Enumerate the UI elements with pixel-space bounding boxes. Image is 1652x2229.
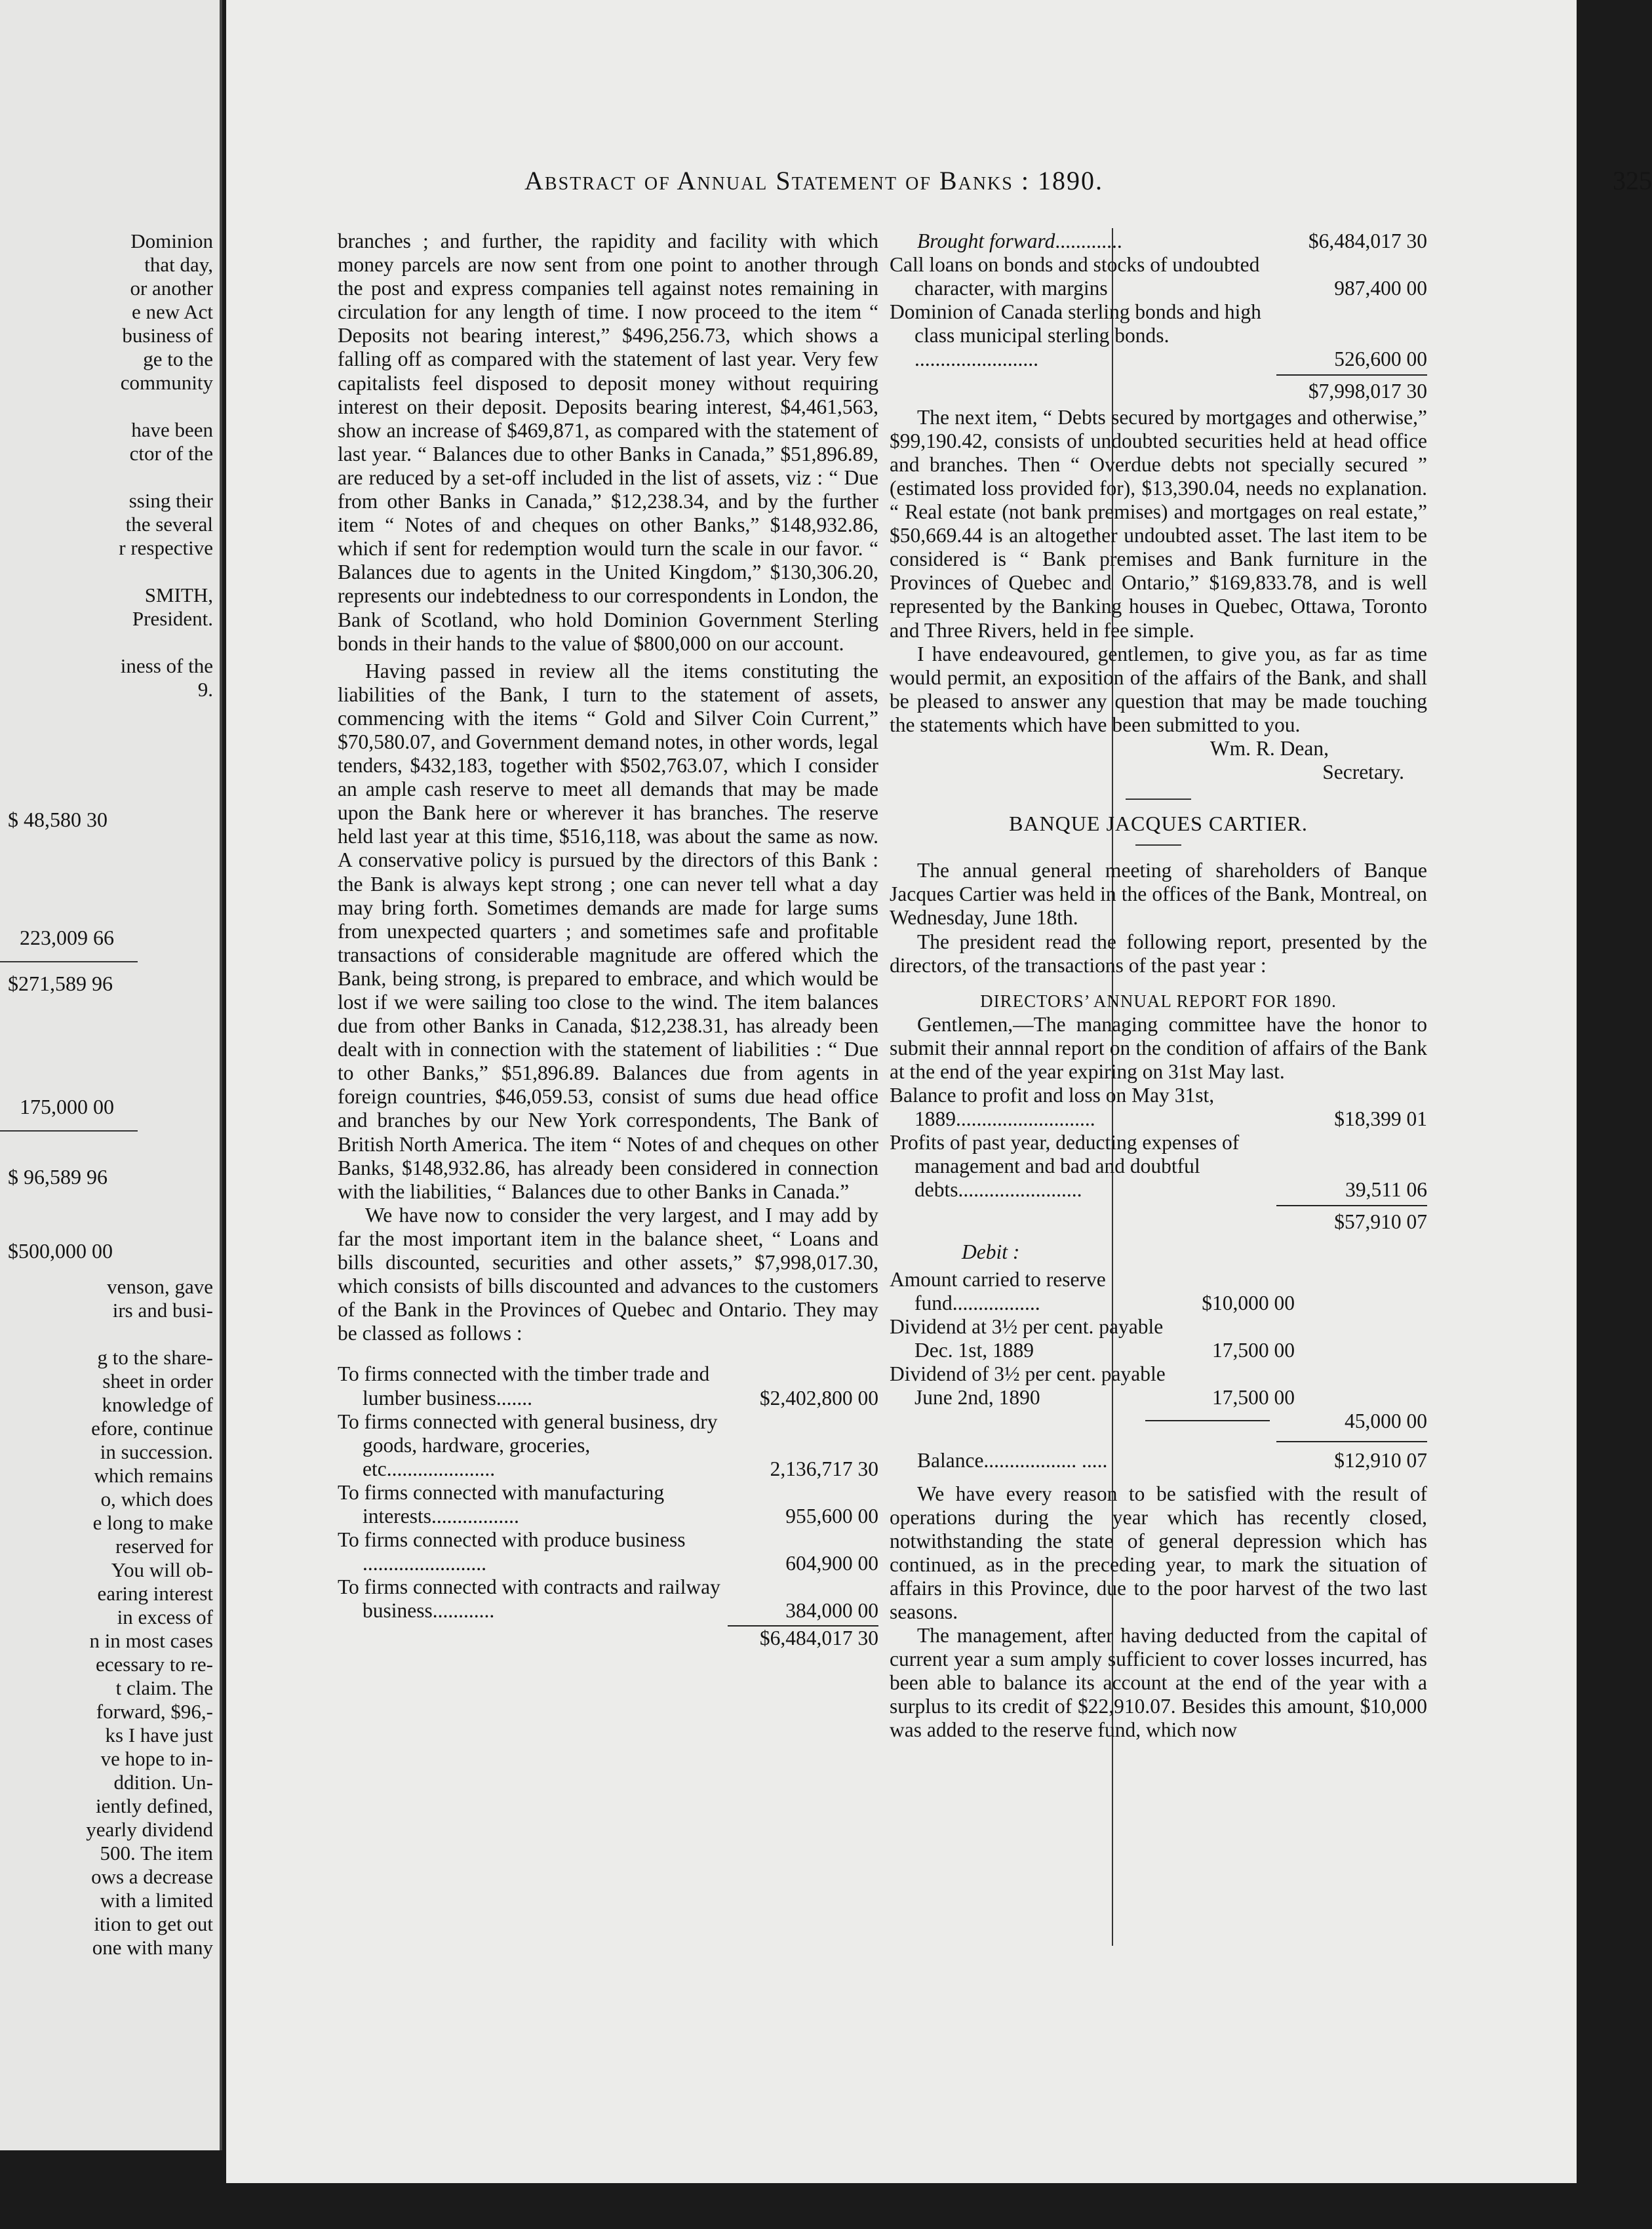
- left-column: [338, 229, 878, 1651]
- previous-page-line: 9.: [197, 678, 213, 701]
- previous-page-line: e long to make: [92, 1511, 213, 1534]
- previous-page-line: ge to the: [143, 347, 213, 370]
- previous-page-line: SMITH,: [144, 583, 213, 606]
- previous-page-line: or another: [130, 277, 213, 300]
- brought-forward-label: Brought forward: [917, 229, 1055, 252]
- document-page: [226, 0, 1652, 2183]
- sterling-desc: Dominion of Canada sterling bonds and high class municipal sterling bonds. ........................: [890, 300, 1261, 371]
- previous-page-line: ssing their: [128, 489, 213, 512]
- paragraph: Having passed in review all the items constituting the liabilities of the Bank, I turn to the statement of assets, commencing with the items “ Gold and Silver Coin Current,” $70,580.07, and Government demand notes, in other words, legal tenders, $432,183, together with $502,763.07, which I consider an ample cash reserve to meet all demands that may be made upon the Bank here or wherever it has branches. The reserve held last year at this time, $516,118, was about the same as now. A conservative policy is pursued by the directors of this Bank : the Bank is always kept strong ; one can never tell what a day may bring forth. Sometimes demands are made for large sums from unexpected quarters ; and sometimes safe and profitable transactions of considerable magnitude are offered which the Bank, being strong, is prepared to embrace, and which would be lost if we were sailing too close to the wind. The item balances due from other Banks in Canada, $12,238.31, has already been dealt with in connection with the statement of liabilities : “ Due to other Banks,” $51,896.89. Balances due from agents in foreign countries, $46,059.53, consist of sums due head office and branches by our New York correspondents, The Bank of British North America. The item “ Notes of and cheques on other Banks, $148,932.86, has already been considered in connection with the liabilities, “ Balances due to other Banks in Canada.”: [338, 659, 878, 1203]
- brought-forward-dots: .............: [1055, 229, 1122, 252]
- ledger-total: $6,484,017 30: [759, 1627, 878, 1650]
- debit-row: [890, 1268, 1427, 1315]
- ledger-row: [338, 1528, 878, 1575]
- page-number: 325: [1613, 166, 1652, 195]
- previous-page-line: which remains: [94, 1464, 213, 1487]
- ledger-amount: 955,600 00: [785, 1504, 878, 1528]
- paragraph: We have now to consider the very largest, and I may add by far the most important item in the balance sheet, “ Loans and bills discounted, securities and other assets,” $7,998,017.30, which consists of bills discounted and advances to the customers of the Bank in the Provinces of Quebec and Ontario. They may be classed as follows :: [338, 1203, 878, 1345]
- debit-rule: [1145, 1420, 1270, 1421]
- balance-row: [890, 1084, 1427, 1131]
- debit-label: Debit :: [962, 1240, 1020, 1263]
- sterling-row: [890, 300, 1427, 371]
- previous-page-line: iently defined,: [95, 1794, 213, 1817]
- ledger-row: [338, 1481, 878, 1528]
- previous-page-line: sheet in order: [102, 1370, 213, 1392]
- profits-total: $57,910 07: [1334, 1210, 1427, 1233]
- previous-page-rule: [0, 961, 138, 962]
- paragraph: The next item, “ Debts secured by mortgages and otherwise,” $99,190.42, consists of undoubted securities held at head office and branches. Then “ Overdue debts not specially secured ” (estimated loss provided for), $13,390.04, needs no explanation. “ Real estate (not bank premises) and mortgages on real estate,” $50,669.44 is an altogether undoubted asset. The last item to be considered is “ Bank premises and Bank furniture in the Provinces of Quebec and Ontario,” $169,833.78, and is well represented by the Banking houses in Quebec, Ottawa, Toronto and Three Rivers, held in fee simple.: [890, 405, 1427, 642]
- debit-total: 45,000 00: [1345, 1410, 1427, 1433]
- debit-amount: 17,500 00: [1212, 1339, 1295, 1362]
- final-balance-label: Balance.................. .....: [917, 1449, 1108, 1472]
- previous-page-line: e new Act: [132, 300, 213, 323]
- previous-page-line: that day,: [144, 253, 213, 276]
- paragraph: I have endeavoured, gentlemen, to give you, as far as time would permit, an exposition of the affairs of the Bank, and shall be pleased to answer any question that may be made touching the statements which have been submitted to you.: [890, 642, 1427, 736]
- signature: Wm. R. Dean,: [1210, 736, 1329, 760]
- ledger-rows: [338, 1362, 878, 1623]
- debit-desc: Dividend of 3½ per cent. payable June 2nd, 1890: [890, 1362, 1166, 1410]
- ledger-row: [338, 1410, 878, 1481]
- paragraph: The annual general meeting of shareholders of Banque Jacques Cartier was held in the offices of the Bank, Montreal, on Wednesday, June 18th.: [890, 859, 1427, 930]
- previous-page-line: yearly dividend: [86, 1818, 213, 1841]
- previous-page-line: with a limited: [100, 1889, 213, 1912]
- previous-page-line: in excess of: [117, 1606, 213, 1628]
- previous-page-line: President.: [132, 607, 213, 630]
- previous-page-line: ks I have just: [105, 1724, 213, 1746]
- subtotal-rule: [1276, 374, 1427, 376]
- debit-desc: Dividend at 3½ per cent. payable Dec. 1st, 1889: [890, 1314, 1164, 1362]
- ledger-desc: To firms connected with produce business ........................: [338, 1528, 686, 1575]
- section-rule: [1126, 799, 1191, 800]
- ledger-amount: 604,900 00: [785, 1552, 878, 1575]
- final-balance-row: [890, 1449, 1427, 1472]
- ledger-amount: 2,136,717 30: [770, 1457, 878, 1480]
- previous-page-line: o, which does: [100, 1488, 213, 1510]
- ledger-desc: To firms connected with general business, dry goods, hardware, groceries, etc.....................: [338, 1410, 718, 1480]
- balance-amount: $18,399 01: [1334, 1107, 1427, 1131]
- previous-page-line: in succession.: [100, 1440, 213, 1463]
- debit-row: [890, 1362, 1427, 1410]
- previous-page-line: the several: [125, 513, 213, 536]
- ledger-desc: To firms connected with the timber trade and lumber business.......: [338, 1362, 710, 1410]
- previous-page-line: r respective: [119, 536, 213, 559]
- previous-page-line: venson, gave: [107, 1275, 213, 1298]
- section-title: BANQUE JACQUES CARTIER.: [1009, 812, 1308, 836]
- paragraph: Gentlemen,—The managing committee have the honor to submit their annnal report on the condition of affairs of the Bank at the end of the year expiring on 31st May last.: [890, 1012, 1427, 1083]
- previous-page-line: You will ob-: [111, 1558, 213, 1581]
- ledger-amount: $2,402,800 00: [759, 1386, 878, 1410]
- previous-page-line: Dominion: [130, 229, 213, 252]
- profits-total-row: [890, 1210, 1427, 1234]
- previous-page-line: ve hope to in-: [100, 1747, 213, 1770]
- previous-page-line: have been: [131, 418, 213, 441]
- paragraph: The president read the following report, presented by the directors, of the transactions of the past year :: [890, 930, 1427, 977]
- header-title: Abstract of Annual Statement of Banks : 1890.: [524, 166, 1103, 195]
- call-loans-amount: 987,400 00: [1334, 277, 1427, 300]
- previous-page-line: ows a decrease: [91, 1865, 213, 1888]
- report-heading: DIRECTORS’ ANNUAL REPORT FOR 1890.: [980, 991, 1337, 1011]
- previous-page-line: ddition. Un-: [113, 1771, 213, 1794]
- brought-forward-row: [890, 229, 1427, 253]
- previous-page-amount: 175,000 00: [20, 1095, 114, 1118]
- previous-page-amount: $271,589 96: [8, 972, 113, 995]
- debit-amount: 17,500 00: [1212, 1386, 1295, 1410]
- ledger-row: [338, 1575, 878, 1623]
- previous-page-line: 500. The item: [100, 1842, 213, 1864]
- subtotal-row: [890, 380, 1427, 403]
- call-loans-row: [890, 253, 1427, 300]
- ledger-desc: To firms connected with contracts and railway business............: [338, 1575, 720, 1623]
- ledger-amount: 384,000 00: [785, 1599, 878, 1623]
- previous-page-rule: [0, 1130, 138, 1132]
- balance-desc: Balance to profit and loss on May 31st, 1889...........................: [890, 1084, 1215, 1131]
- previous-page-line: ition to get out: [94, 1912, 213, 1935]
- debit-row: [890, 1315, 1427, 1362]
- previous-page-line: g to the share-: [97, 1346, 213, 1369]
- ledger-total-row: [338, 1627, 878, 1650]
- previous-page-line: ecessary to re-: [95, 1653, 213, 1676]
- previous-page-line: earing interest: [97, 1582, 213, 1605]
- previous-page-amount: 223,009 66: [20, 926, 114, 949]
- previous-page-line: knowledge of: [102, 1393, 213, 1416]
- right-column: [890, 229, 1427, 1743]
- ledger-row: [338, 1362, 878, 1410]
- previous-page-line: reserved for: [115, 1535, 213, 1558]
- profits-amount: 39,511 06: [1345, 1178, 1427, 1202]
- loans-ledger: [338, 1362, 878, 1650]
- previous-page-line: iness of the: [120, 654, 213, 677]
- previous-page-amount: $ 96,589 96: [8, 1165, 108, 1189]
- previous-page-line: irs and busi-: [112, 1299, 213, 1322]
- previous-page-amount: $ 48,580 30: [8, 808, 108, 831]
- ledger-desc: To firms connected with manufacturing interests.................: [338, 1480, 665, 1528]
- paragraph: branches ; and further, the rapidity and facility with which money parcels are now sent from one point to another through the post and express companies tell against notes remaining in circulation for any length of time. I now proceed to the item “ Deposits not bearing interest,” $496,256.73, which shows a falling off as compared with the statement of last year. Very few capitalists feel disposed to deposit money without requiring interest on their deposit. Deposits bearing interest, $4,461,563, show an increase of $469,871, as compared with the statement of last year. “ Balances due to other Banks in Canada,” $51,896.89, are reduced by a set-off included in the list of assets, viz : “ Due from other Banks in Canada,” $12,238.34, and by the further item “ Notes of and cheques on other Banks,” $148,932.86, which if sent for redemption would turn the scale in our favor. “ Balances due to agents in the United Kingdom,” $130,306.20, represents our indebtedness to our correspondents in London, the Bank of Scotland, who hold Dominion Government Sterling bonds in their hands to the value of $800,000 on our account.: [338, 229, 878, 655]
- debit-rows: [890, 1268, 1427, 1410]
- previous-page-line: ctor of the: [129, 442, 213, 465]
- previous-page-line: community: [120, 371, 213, 394]
- previous-page-line: business of: [122, 324, 213, 347]
- paragraph: We have every reason to be satisfied with the result of operations during the year which has recently closed, notwithstanding the state of general depression which has continued, as in the preceding year, to mark the situation of affairs in this Province, due to the poor harvest of the two last seasons.: [890, 1482, 1427, 1623]
- subtotal-amount: $7,998,017 30: [1308, 379, 1427, 403]
- final-rule: [1276, 1441, 1427, 1442]
- profits-rule: [1276, 1205, 1427, 1206]
- section-rule: [1135, 844, 1181, 846]
- debit-amount: $10,000 00: [1202, 1291, 1295, 1314]
- debit-desc: Amount carried to reserve fund.................: [890, 1267, 1106, 1314]
- previous-page-fragment: [0, 0, 222, 2150]
- brought-forward-amount: $6,484,017 30: [1308, 229, 1427, 252]
- previous-page-line: one with many: [92, 1936, 213, 1959]
- sterling-amount: 526,600 00: [1334, 347, 1427, 371]
- previous-page-amount: $500,000 00: [8, 1239, 113, 1263]
- signature-title: Secretary.: [1322, 760, 1404, 784]
- previous-page-line: n in most cases: [89, 1629, 213, 1652]
- running-header: [524, 165, 1652, 205]
- previous-page-line: t claim. The: [115, 1676, 213, 1699]
- debit-total-row: [890, 1410, 1427, 1433]
- paragraph: The management, after having deducted from the capital of current year a sum amply sufficient to cover losses incurred, has been able to balance its account at the end of the year with a surplus to its credit of $22,910.07. Besides this amount, $10,000 was added to the reserve fund, which now: [890, 1624, 1427, 1742]
- final-balance-amount: $12,910 07: [1334, 1449, 1427, 1472]
- previous-page-line: efore, continue: [91, 1417, 213, 1440]
- previous-page-line: forward, $96,-: [96, 1700, 213, 1723]
- profits-row: [890, 1131, 1427, 1202]
- profits-desc: Profits of past year, deducting expenses of management and bad and doubtful debts........................: [890, 1131, 1240, 1202]
- call-loans-desc: Call loans on bonds and stocks of undoubted character, with margins: [890, 253, 1260, 300]
